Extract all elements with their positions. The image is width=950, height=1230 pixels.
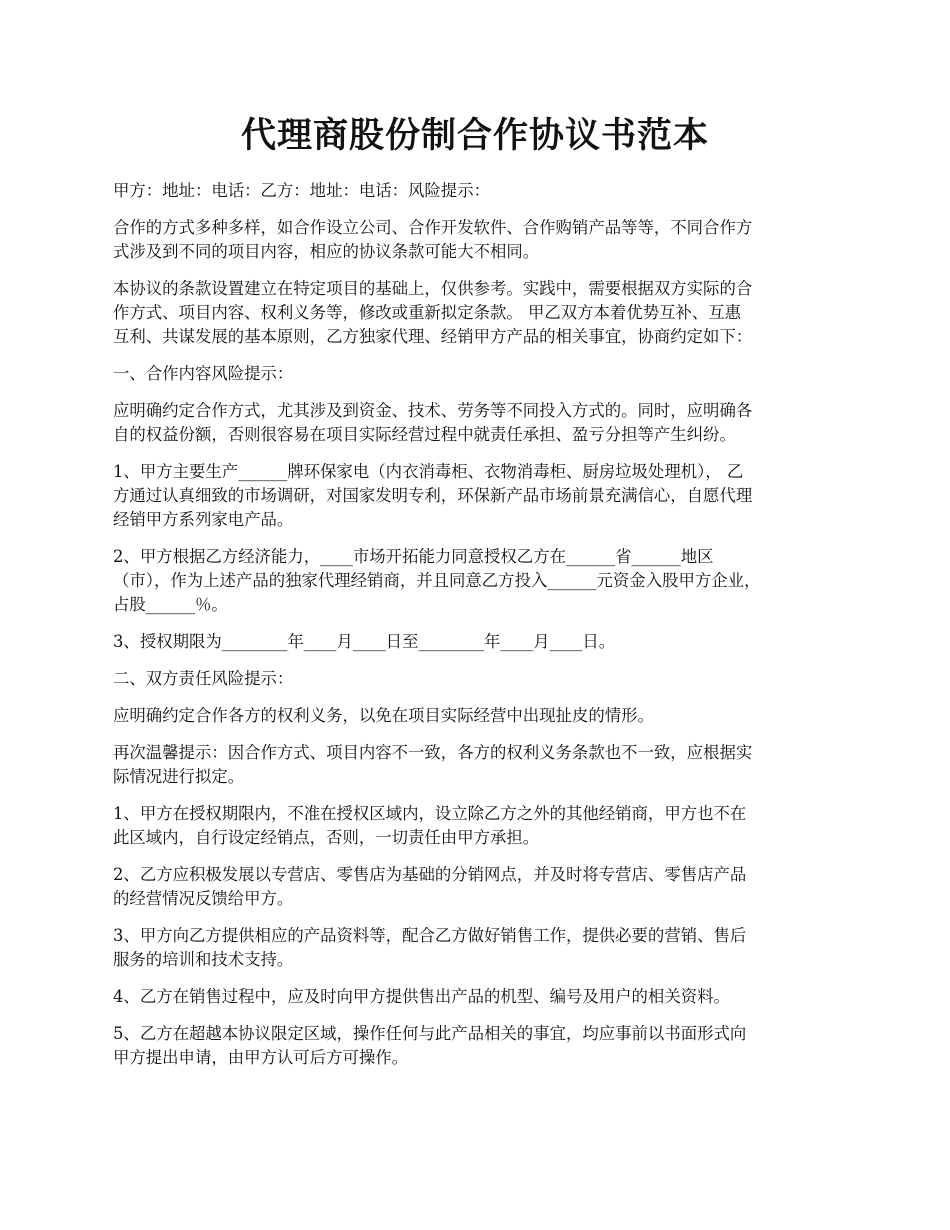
paragraph-line: 本协议的条款设置建立在特定项目的基础上，仅供参考。实践中，需要根据双方实际的合 bbox=[113, 279, 753, 298]
paragraph-line: 此区域内，自行设定经销点，否则，一切责任由甲方承担。 bbox=[113, 828, 540, 847]
paragraph-line: 式涉及到不同的项目内容，相应的协议条款可能大不相同。 bbox=[113, 242, 540, 261]
section-heading-cooperation-content bbox=[113, 362, 853, 386]
duty-3-support bbox=[113, 924, 853, 972]
paragraph-line: 应明确约定合作方式，尤其涉及到资金、技术、劳务等不同投入方式的。同时，应明确各 bbox=[113, 401, 753, 420]
paragraph-line: 甲方提出申请，由甲方认可后方可操作。 bbox=[113, 1048, 409, 1067]
paragraph-line: 再次温馨提示：因合作方式、项目内容不一致，各方的权利义务条款也不一致，应根据实 bbox=[113, 743, 753, 762]
document-body bbox=[113, 179, 853, 1083]
clause-1-product bbox=[113, 460, 853, 532]
paragraph-cooperation-intro bbox=[113, 216, 853, 264]
paragraph-line: 自的权益份额，否则很容易在项目实际经营过程中就责任承担、盈亏分担等产生纠纷。 bbox=[113, 425, 736, 444]
clause-2-authorization bbox=[113, 545, 853, 617]
duty-1-exclusivity bbox=[113, 802, 853, 850]
paragraph-line: 5、乙方在超越本协议限定区域，操作任何与此产品相关的事宜，均应事前以书面形式向 bbox=[113, 1024, 747, 1043]
duty-5-out-of-region bbox=[113, 1022, 853, 1070]
paragraph-line: 的经营情况反馈给甲方。 bbox=[113, 889, 294, 908]
paragraph-line: 互利、共谋发展的基本原则，乙方独家代理、经销甲方产品的相关事宜，协商约定如下： bbox=[113, 327, 753, 346]
clause-3-term bbox=[113, 630, 853, 654]
paragraph-line: 1、甲方主要生产______牌环保家电（内衣消毒柜、衣物消毒柜、厨房垃圾处理机）， 乙 bbox=[113, 462, 744, 481]
paragraph-line: 4、乙方在销售过程中，应及时向甲方提供售出产品的机型、编号及用户的相关资料。 bbox=[113, 987, 730, 1006]
paragraph-line: 际情况进行拟定。 bbox=[113, 767, 245, 786]
paragraph-line: 占股______％。 bbox=[113, 595, 228, 614]
document-title: 代理商股份制合作协议书范本 bbox=[240, 115, 709, 156]
paragraph-line: 2、乙方应积极发展以专营店、零售店为基础的分销网点，并及时将专营店、零售店产品 bbox=[113, 865, 747, 884]
paragraph-line: 合作的方式多种多样，如合作设立公司、合作开发软件、合作购销产品等等，不同合作方 bbox=[113, 218, 753, 237]
paragraph-line: 一、合作内容风险提示： bbox=[113, 364, 294, 383]
paragraph-agreement-basis bbox=[113, 277, 853, 349]
paragraph-line: 服务的培训和技术支持。 bbox=[113, 950, 294, 969]
paragraph-line: 二、双方责任风险提示： bbox=[113, 669, 294, 688]
paragraph-reminder bbox=[113, 741, 853, 789]
paragraph-parties bbox=[113, 179, 853, 203]
paragraph-line: 2、甲方根据乙方经济能力，____市场开拓能力同意授权乙方在______省______地区 bbox=[113, 547, 714, 566]
paragraph-responsibility-risk bbox=[113, 704, 853, 728]
paragraph-line: 3、甲方向乙方提供相应的产品资料等，配合乙方做好销售工作，提供必要的营销、售后 bbox=[113, 926, 747, 945]
paragraph-line: 方通过认真细致的市场调研，对国家发明专利，环保新产品市场前景充满信心，自愿代理 bbox=[113, 486, 753, 505]
paragraph-line: 甲方：地址：电话：乙方：地址：电话：风险提示： bbox=[113, 181, 490, 200]
paragraph-line: 经销甲方系列家电产品。 bbox=[113, 510, 294, 529]
paragraph-line: 应明确约定合作各方的权利义务，以免在项目实际经营中出现扯皮的情形。 bbox=[113, 706, 654, 725]
duty-4-sales-info bbox=[113, 985, 853, 1009]
paragraph-line: 1、甲方在授权期限内，不准在授权区域内，设立除乙方之外的其他经销商，甲方也不在 bbox=[113, 804, 747, 823]
section-heading-responsibilities bbox=[113, 667, 853, 691]
paragraph-line: 3、授权期限为________年____月____日至________年____月____日。 bbox=[113, 632, 616, 651]
duty-2-distribution bbox=[113, 863, 853, 911]
paragraph-cooperation-risk bbox=[113, 399, 853, 447]
paragraph-line: （市），作为上述产品的独家代理经销商，并且同意乙方投入______元资金入股甲方企业， bbox=[113, 571, 761, 590]
paragraph-line: 作方式、项目内容、权利义务等，修改或重新拟定条款。 甲乙双方本着优势互补、互惠 bbox=[113, 303, 742, 322]
